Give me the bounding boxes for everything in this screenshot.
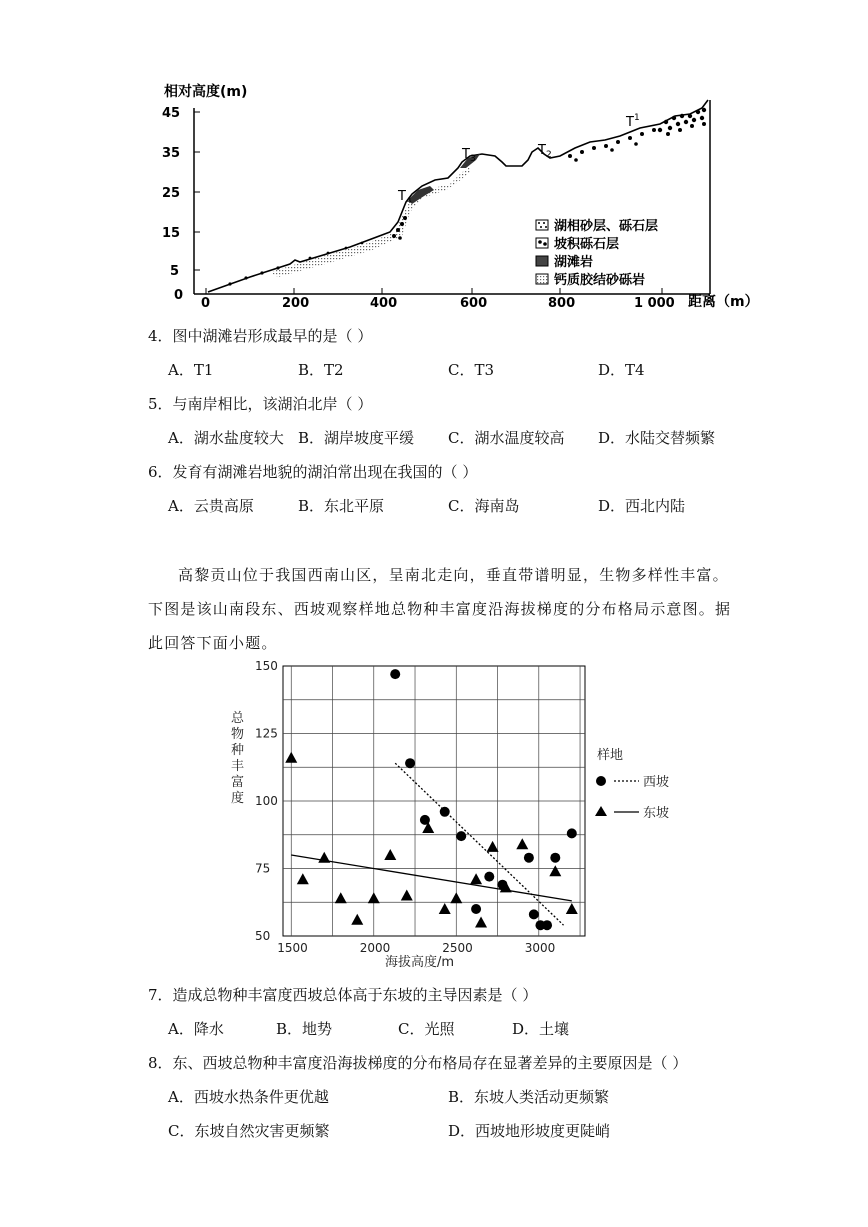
terrace-profile-figure bbox=[150, 72, 760, 317]
profile-ylabel: 相对高度(m) bbox=[164, 84, 248, 100]
q4-option-a[interactable]: A．T1 bbox=[168, 361, 214, 379]
terrace-label-T2: $T_2$ bbox=[538, 143, 552, 160]
passage-line-3: 此回答下面小题。 bbox=[148, 634, 278, 652]
chart-ticks bbox=[255, 660, 555, 955]
xtick-label: 3000 bbox=[524, 941, 556, 955]
ytick-label: 125 bbox=[255, 726, 278, 741]
profile-ytick-25: 25 bbox=[162, 186, 181, 201]
profile-y-ticks bbox=[194, 112, 200, 270]
lake-sand-gravel-dots bbox=[658, 108, 706, 136]
ytick-label: 75 bbox=[255, 861, 271, 876]
terrace-label-T3: $T_3$ bbox=[462, 147, 476, 164]
trendline-west bbox=[395, 763, 563, 925]
point-west bbox=[550, 853, 560, 863]
point-west bbox=[456, 831, 466, 841]
q4-option-d[interactable]: D．T4 bbox=[598, 361, 645, 379]
q4-option-b[interactable]: B．T2 bbox=[298, 361, 344, 379]
q8-option-d[interactable]: D．西坡地形坡度更陡峭 bbox=[448, 1122, 611, 1140]
legend-east-marker bbox=[595, 806, 607, 816]
chart-points bbox=[285, 669, 578, 930]
q5-option-c[interactable]: C．湖水温度较高 bbox=[448, 429, 565, 447]
point-west bbox=[524, 853, 534, 863]
legend-east-label: 东坡 bbox=[643, 806, 670, 821]
question-8-stem: 8．东、西坡总物种丰富度沿海拔梯度的分布格局存在显著差异的主要原因是（ ） bbox=[148, 1054, 688, 1072]
point-east bbox=[318, 852, 330, 863]
q5-option-b[interactable]: B．湖岸坡度平缓 bbox=[298, 429, 415, 447]
calcareous-conglomerate-band bbox=[270, 166, 470, 277]
point-west bbox=[567, 828, 577, 838]
point-east bbox=[439, 903, 451, 914]
q6-option-a[interactable]: A．云贵高原 bbox=[168, 497, 254, 515]
point-west bbox=[405, 758, 415, 768]
profile-xtick-200: 200 bbox=[282, 296, 310, 311]
ytick-label: 150 bbox=[255, 660, 278, 673]
chart-xlabel: 海拔高度/m bbox=[385, 955, 455, 970]
chart-legend bbox=[595, 747, 669, 821]
q5-option-d[interactable]: D．水陆交替频繁 bbox=[598, 429, 716, 447]
point-east bbox=[297, 873, 309, 884]
question-5-stem: 5．与南岸相比，该湖泊北岸（ ） bbox=[148, 395, 373, 413]
point-west bbox=[542, 920, 552, 930]
point-west bbox=[440, 807, 450, 817]
legend-west-label: 西坡 bbox=[643, 775, 670, 790]
point-west bbox=[390, 669, 400, 679]
point-east bbox=[335, 892, 347, 903]
question-4-stem: 4．图中湖滩岩形成最早的是（ ） bbox=[148, 327, 373, 345]
profile-ytick-45: 45 bbox=[162, 106, 181, 121]
chart-trendlines bbox=[291, 763, 572, 925]
point-east bbox=[351, 914, 363, 925]
q6-option-b[interactable]: B．东北平原 bbox=[298, 497, 385, 515]
legend-west-marker bbox=[596, 776, 606, 786]
profile-ytick-5: 5 bbox=[170, 264, 180, 279]
ytick-label: 100 bbox=[255, 794, 278, 808]
point-west bbox=[471, 904, 481, 914]
q7-option-c[interactable]: C．光照 bbox=[398, 1020, 455, 1038]
ytick-label: 50 bbox=[255, 929, 271, 943]
q8-option-a[interactable]: A．西坡水热条件更优越 bbox=[168, 1088, 329, 1106]
species-richness-chart bbox=[225, 660, 695, 975]
question-6-stem: 6．发育有湖滩岩地貌的湖泊常出现在我国的（ ） bbox=[148, 463, 478, 481]
passage-line-2: 下图是该山南段东、西坡观察样地总物种丰富度沿海拔梯度的分布格局示意图。据 bbox=[148, 600, 732, 618]
q5-option-a[interactable]: A．湖水盐度较大 bbox=[168, 429, 284, 447]
legend-slope-gravel: 坡积砾石层 bbox=[554, 237, 620, 252]
terrace-label-T4: $T_4$ bbox=[398, 189, 412, 206]
passage-line-1: 高黎贡山位于我国西南山区，呈南北走向，垂直带谱明显，生物多样性丰富。 bbox=[178, 566, 729, 584]
profile-xlabel: 距离（m） bbox=[688, 294, 759, 310]
profile-xtick-0: 0 bbox=[201, 296, 211, 311]
point-west bbox=[484, 872, 494, 882]
xtick-label: 2000 bbox=[359, 941, 391, 955]
point-east bbox=[401, 890, 413, 901]
point-east bbox=[368, 892, 380, 903]
point-west bbox=[529, 909, 539, 919]
point-east bbox=[566, 903, 578, 914]
q7-option-d[interactable]: D．土壤 bbox=[512, 1020, 570, 1038]
legend-beach-rock: 湖滩岩 bbox=[554, 255, 594, 270]
point-east bbox=[450, 892, 462, 903]
profile-ytick-0: 0 bbox=[174, 288, 184, 303]
point-east bbox=[487, 841, 499, 852]
profile-xtick-600: 600 bbox=[460, 296, 488, 311]
q7-option-b[interactable]: B．地势 bbox=[276, 1020, 333, 1038]
q6-option-c[interactable]: C．海南岛 bbox=[448, 497, 520, 515]
profile-x-ticks bbox=[206, 288, 662, 294]
profile-ytick-35: 35 bbox=[162, 146, 181, 161]
q6-option-d[interactable]: D．西北内陆 bbox=[598, 497, 686, 515]
question-7-stem: 7．造成总物种丰富度西坡总体高于东坡的主导因素是（ ） bbox=[148, 986, 538, 1004]
profile-xtick-1000: 1 000 bbox=[634, 296, 675, 311]
q8-option-c[interactable]: C．东坡自然灾害更频繁 bbox=[168, 1122, 330, 1140]
profile-xtick-400: 400 bbox=[370, 296, 398, 311]
xtick-label: 2500 bbox=[442, 941, 473, 955]
legend-title: 样地 bbox=[597, 748, 624, 763]
point-east bbox=[384, 849, 396, 860]
q7-option-a[interactable]: A．降水 bbox=[168, 1020, 224, 1038]
point-east bbox=[475, 917, 487, 928]
point-east bbox=[549, 865, 561, 876]
chart-ylabel: 总物种丰富度 bbox=[231, 711, 245, 806]
xtick-label: 1500 bbox=[277, 941, 308, 955]
legend-lake-sand: 湖相砂层、砾石层 bbox=[554, 219, 659, 234]
profile-ytick-15: 15 bbox=[162, 226, 181, 241]
legend-conglomerate: 钙质胶结砂砾岩 bbox=[554, 273, 646, 288]
q8-option-b[interactable]: B．东坡人类活动更频繁 bbox=[448, 1088, 610, 1106]
profile-xtick-800: 800 bbox=[548, 296, 576, 311]
point-east bbox=[516, 838, 528, 849]
profile-legend bbox=[536, 218, 658, 288]
point-east bbox=[285, 752, 297, 763]
q4-option-c[interactable]: C．T3 bbox=[448, 361, 495, 379]
point-east bbox=[470, 873, 482, 884]
terrace-label-T1: $T^1$ bbox=[626, 113, 640, 130]
